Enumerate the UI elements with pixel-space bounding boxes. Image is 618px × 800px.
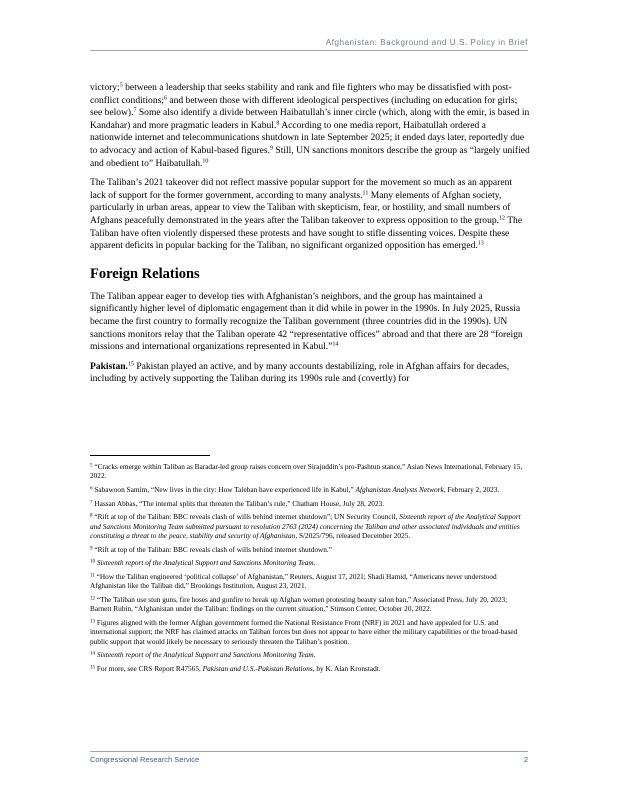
footnote-number: 11	[90, 573, 95, 579]
footnote-ref[interactable]: 8	[276, 120, 280, 127]
footnote-text: “The Taliban use stun guns, fire hoses and gunfire to break up Afghan women protesting beauty salon ban,” Associated Press, July 20, 2023; Barnett Rubin, “Afghanistan under the Taliban: findings on the current situation,” Stimson Center, October 20, 2022.	[90, 595, 508, 614]
footnote-ref[interactable]: 5	[119, 82, 123, 89]
footnote-ref[interactable]: 9	[270, 145, 273, 152]
citation-title: Afghanistan Analysts Network	[355, 484, 444, 494]
text-run: The Taliban’s 2021 takeover did not reflect massive popular support for the movement so much as an apparent lack of support for the former government, according to many analysts.	[90, 177, 513, 201]
pakistan-lead: Pakistan.	[90, 360, 128, 372]
paragraph-foreign-relations	[90, 291, 530, 354]
paragraph-leadership-divisions	[90, 82, 530, 170]
footnote-text: , S/2025/796, released December 2025.	[295, 530, 411, 540]
footnote-number: 9	[90, 546, 93, 552]
text-run: According to one media report, Haibatullah ordered a nationwide internet and telecommunications shutdown in late September 2025; it ended days later, reportedly due to advocacy and action of Kabul-based figures.	[90, 119, 525, 156]
footnote-ref[interactable]: 11	[362, 190, 369, 197]
footnote-number: 14	[90, 651, 95, 657]
footnote-text: .	[313, 650, 316, 660]
text-run: Many elements of Afghan society, particularly in urban areas, appear to view the Taliban with skepticism, fear, or hostility, and small numbers of Afghans peacefully demonstrated in the years after the Taliban takeover to express opposition to the group.	[90, 189, 511, 226]
footnote-number: 15	[90, 665, 95, 671]
text-run: Pakistan played an active, and by many accounts destabilizing, role in Afghan affairs for decades, including by actively supporting the Taliban during its 1990s rule and (covertly) for	[90, 360, 510, 385]
text-run: The Taliban have often violently dispersed these protests and have sought to stifle dissenting voices. Despite these apparent deficits in popular backing for the Taliban, no significant organized opposition has emerged.	[90, 214, 523, 252]
footnote-6	[90, 485, 530, 494]
citation-title: Sixteenth report of the Analytical Support and Sanctions Monitoring Team submitted pursuant to resolution 2763 (2024) concerning the Taliban and other associated individuals and entities constituting a threat to the peace, stability and security of Afghanistan	[90, 512, 521, 540]
footnote-ref[interactable]: 15	[127, 361, 134, 368]
footnote-number: 6	[90, 486, 93, 492]
footnote-text: “Rift at top of the Taliban: BBC reveals clash of wills behind internet shutdown”; UN Security Council,	[94, 512, 400, 522]
footnote-text: Hassan Abbas, “The internal splits that threaten the Taliban’s rule,” Chatham House, July 28, 2023.	[94, 498, 385, 508]
citation-title: Pakistan and U.S.-Pakistan Relations	[202, 663, 313, 673]
footnote-10	[90, 558, 530, 567]
footnote-text: “How the Taliban engineered ‘political collapse’ of Afghanistan,” Reuters, August 17, 2021; Shadi Hamid, “Americans never understood Afghanistan like the Taliban did,” Brookings Institution, August 23, 2021.	[90, 572, 497, 591]
footnote-number: 7	[90, 500, 93, 506]
footnote-ref[interactable]: 12	[499, 215, 506, 222]
footnote-7	[90, 499, 530, 508]
section-heading-foreign-relations: Foreign Relations	[90, 265, 200, 282]
text-run: Some also identify a divide between Haibatullah’s inner circle (which, along with the emir, is based in Kandahar) and more pragmatic leaders in Kabul.	[90, 107, 530, 131]
running-header: Afghanistan: Background and U.S. Policy in Brief	[325, 38, 528, 47]
footnote-number: 12	[90, 596, 95, 602]
footnote-number: 5	[90, 463, 93, 469]
footnote-number: 13	[90, 619, 95, 625]
footnote-text: “Rift at top of the Taliban: BBC reveals clash of wills behind internet shutdown.”	[94, 544, 333, 554]
text-run: between a leadership that seeks stability and rank and file fighters who may be dissatisfied with post-conflict conditions;	[90, 82, 512, 106]
footnote-13	[90, 618, 530, 646]
footnote-text: For more, see CRS Report R47565,	[96, 663, 203, 673]
footnote-5	[90, 462, 530, 481]
page-number: 2	[523, 755, 528, 764]
paragraph-popular-support	[90, 177, 530, 253]
citation-title: Sixteenth report of the Analytical Support and Sanctions Monitoring Team	[96, 650, 314, 660]
footnote-number: 10	[90, 559, 95, 565]
footnote-ref[interactable]: 10	[202, 158, 209, 165]
footer-source: Congressional Research Service	[90, 755, 200, 764]
footnote-12	[90, 595, 530, 614]
footnote-text: Figures aligned with the former Afghan government formed the National Resistance Front (NRF) in 2021 and have appealed for U.S. and international support; the NRF has claimed attacks on Taliban forces but does not appear to have either the military capabilities or the broad-based public support that would likely be necessary to seriously threaten the Taliban’s position.	[90, 617, 518, 646]
footnote-text: .	[313, 558, 316, 568]
text-run: victory;	[90, 82, 120, 93]
citation-title: Sixteenth report of the Analytical Support and Sanctions Monitoring Team	[96, 558, 314, 568]
footnote-ref[interactable]: 6	[163, 95, 167, 102]
footnote-text: , by K. Alan Kronstadt.	[312, 663, 381, 673]
footnote-text: , February 2, 2023.	[443, 484, 500, 494]
footnote-9	[90, 545, 530, 554]
footnote-text: “Cracks emerge within Taliban as Baradar-led group raises concern over Sirajuddin’s pro-Pashtun stance,” Asian News International, February 15, 2022.	[90, 462, 523, 481]
footnote-14	[90, 650, 530, 659]
footnote-separator	[90, 455, 210, 456]
footnote-11	[90, 572, 530, 591]
footnote-number: 8	[90, 513, 93, 519]
text-run: The Taliban appear eager to develop ties with Afghanistan’s neighbors, and the group has maintained a significantly higher level of diplomatic engagement than it did while in power in the 1990s. In July 2025, Russia became the first country to formally recognize the Taliban government (three countries did in the 1990s). UN sanctions monitors relay that the Taliban operate 42 “representative offices” abroad and that there are 28 “foreign missions and international organizations represented in Kabul.”	[90, 290, 523, 353]
footnote-ref[interactable]: 7	[133, 107, 137, 114]
footnote-ref[interactable]: 13	[477, 240, 484, 247]
footnote-15	[90, 664, 530, 673]
footnote-8	[90, 512, 530, 540]
footnotes	[90, 462, 530, 678]
header-rule	[90, 50, 528, 51]
footnote-text: Sabawoon Samim, “New lives in the city: How Taleban have experienced life in Kabul,”	[94, 484, 356, 494]
text-run: and between those with different ideological perspectives (including on education for girls; see below).	[90, 94, 518, 119]
paragraph-pakistan	[90, 361, 530, 386]
body-text	[90, 82, 530, 393]
footnote-ref[interactable]: 14	[332, 341, 339, 348]
footer-rule	[90, 751, 528, 752]
text-run: Still, UN sanctions monitors describe the group as “largely unified and obedient to” Haibatullah.	[90, 144, 530, 169]
